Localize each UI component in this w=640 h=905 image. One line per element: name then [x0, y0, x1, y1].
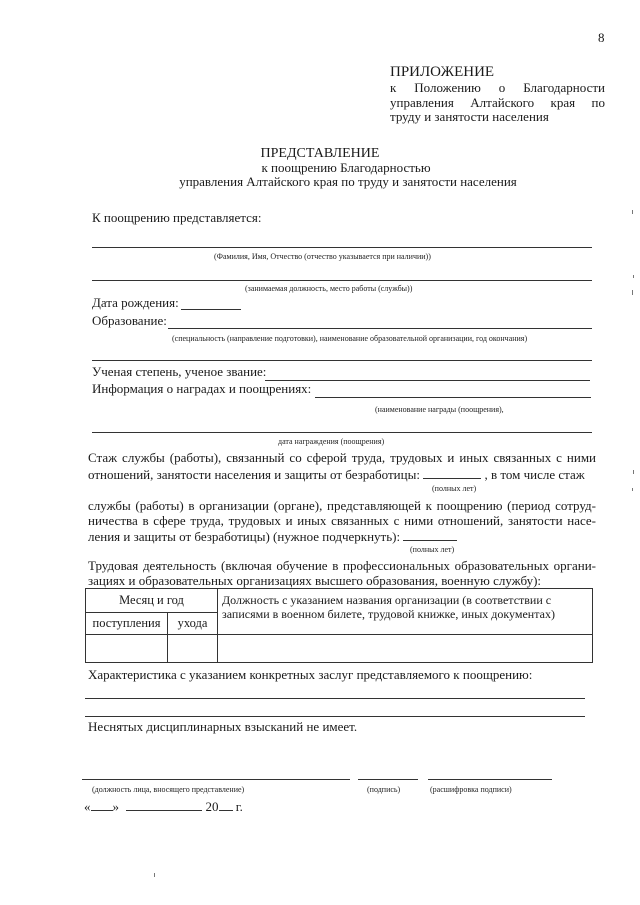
education-caption: (специальность (направление подготовки), наименование образовательной организации, год окончания) [172, 334, 528, 343]
labor-line-1: Трудовая деятельность (включая обучение в профессиональных образовательных органи- [88, 558, 596, 573]
position-line[interactable] [92, 280, 592, 281]
table-row [86, 635, 593, 663]
characteristic-label: Характеристика с указанием конкретных заслуг представляемого к поощрению: [88, 667, 533, 682]
labor-table [85, 588, 593, 663]
position-header-line-2: записями в военном билете, трудовой книжке, иных документах) [222, 607, 555, 621]
org-years-caption: (полных лет) [410, 545, 455, 554]
signature-line[interactable] [358, 779, 418, 780]
scan-speck [154, 873, 155, 877]
education-label: Образование: [92, 313, 167, 328]
appendix-line-3: труду и занятости населения [390, 109, 549, 124]
experience-line-2 [88, 466, 585, 483]
scan-speck [632, 210, 633, 214]
decoding-line[interactable] [428, 779, 552, 780]
day-blank[interactable] [91, 798, 113, 811]
experience-line-2-text: отношений, занятости населения и защиты от безработицы: [88, 467, 420, 482]
signature-caption: (подпись) [367, 785, 401, 794]
year-prefix: 20 [205, 799, 219, 814]
experience-line-5 [88, 528, 457, 545]
total-years-caption: (полных лет) [432, 484, 477, 493]
nominated-label: К поощрению представляется: [92, 210, 262, 225]
position-header [218, 589, 593, 635]
decoding-caption: (расшифровка подписи) [430, 785, 512, 794]
experience-line-5-text: ления и защиты от безработицы) (нужное подчеркнуть): [88, 529, 401, 544]
scan-speck [633, 275, 634, 278]
experience-line-4: ничества в сфере труда, трудовых и иных связанных с ними отношений, занятости насе- [88, 513, 596, 528]
labor-line-2: зациях и образовательных организациях высшего образования, военную службу): [88, 573, 542, 588]
fio-caption: (Фамилия, Имя, Отчество (отчество указывается при наличии)) [214, 252, 431, 261]
org-years-blank[interactable] [403, 528, 457, 541]
signer-position-caption: (должность лица, вносящего представление) [92, 785, 245, 794]
month-blank[interactable] [126, 798, 202, 811]
date-close-quote: » [112, 799, 119, 814]
admission-header: поступления [86, 613, 168, 635]
education-line-2[interactable] [92, 360, 592, 361]
position-header-line-1: Должность с указанием названия организации (в соответствии с [222, 593, 552, 607]
birth-date-line[interactable] [181, 309, 241, 310]
birth-date-label: Дата рождения: [92, 295, 179, 310]
characteristic-line-1[interactable] [85, 698, 585, 699]
education-line[interactable] [168, 328, 592, 329]
awards-line[interactable] [315, 397, 591, 398]
appendix-line-2: управления Алтайского края по [390, 95, 605, 110]
degree-label: Ученая степень, ученое звание: [92, 364, 267, 379]
appendix-line-1: к Положению о Благодарности [390, 80, 605, 95]
no-penalties-text: Неснятых дисциплинарных взысканий не имеет. [88, 719, 358, 734]
award-date-caption: дата награждения (поощрения) [278, 437, 385, 446]
scan-speck [633, 470, 634, 474]
degree-line[interactable] [265, 380, 590, 381]
award-name-caption: (наименование награды (поощрения), [375, 405, 504, 414]
heading-line-1: к поощрению Благодарностью [261, 160, 431, 175]
date-row [84, 798, 243, 815]
year-suffix: г. [235, 799, 243, 814]
leaving-header: ухода [168, 613, 218, 635]
admission-cell[interactable] [86, 635, 168, 663]
experience-line-1: Стаж службы (работы), связанный со сферой труда, трудовых и иных связанных с ними [88, 450, 596, 465]
scan-speck [632, 290, 633, 295]
heading-line-2: управления Алтайского края по труду и занятости населения [179, 174, 517, 189]
month-year-header: Месяц и год [86, 589, 218, 613]
date-open-quote: « [84, 799, 91, 814]
position-caption: (занимаемая должность, место работы (службы)) [245, 284, 413, 293]
awards-line-2[interactable] [92, 432, 592, 433]
document-title: ПРЕДСТАВЛЕНИЕ [260, 146, 380, 161]
experience-line-3: службы (работы) в организации (органе), представляющей к поощрению (период сотруд- [88, 498, 596, 513]
characteristic-line-2[interactable] [85, 716, 585, 717]
position-cell[interactable] [218, 635, 593, 663]
page-number: 8 [598, 30, 605, 45]
experience-line-2-tail: , в том числе стаж [484, 467, 585, 482]
leaving-cell[interactable] [168, 635, 218, 663]
appendix-title: ПРИЛОЖЕНИЕ [390, 64, 495, 80]
year-blank[interactable] [219, 798, 233, 811]
total-years-blank[interactable] [423, 466, 481, 479]
scan-speck [632, 488, 633, 491]
awards-label: Информация о наградах и поощрениях: [92, 381, 312, 396]
fio-line[interactable] [92, 247, 592, 248]
signer-position-line[interactable] [82, 779, 350, 780]
